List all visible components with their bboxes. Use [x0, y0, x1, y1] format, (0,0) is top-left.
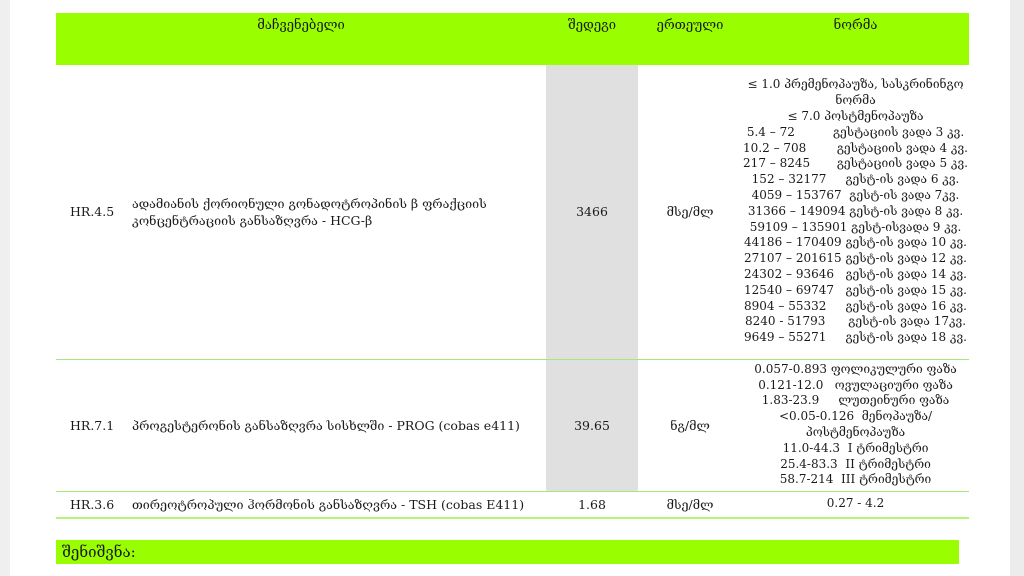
row-name: ადამიანის ქორიონული გონადოტროპინის β ფრაქციის კონცენტრაციის განსაზღვრა - HCG-β	[128, 65, 546, 359]
norm-line: 4059 – 153767 გესტ-ის ვადა 7კვ.	[751, 188, 960, 203]
norm-line: 27107 – 201615 გესტ-ის ვადა 12 კვ.	[744, 251, 967, 266]
norm-line: ≤ 7.0 პოსტმენოპაუზა	[787, 109, 924, 124]
table-header-row	[56, 13, 969, 37]
norm-line: 8904 – 55332 გესტ-ის ვადა 16 კვ.	[744, 298, 967, 313]
row-code: HR.7.1	[56, 359, 128, 491]
header-norm: ნორმა	[742, 13, 969, 37]
norm-line: 0.057-0.893 ფოლიკულური ფაზა	[754, 361, 957, 376]
row-name: პროგესტერონის განსაზღვრა სისხლში - PROG (cobas e411)	[128, 359, 546, 491]
header-unit: ერთეული	[638, 13, 742, 37]
norm-line: 10.2 – 708 გესტაციის ვადა 4 კვ.	[743, 140, 968, 155]
row-norm	[742, 65, 969, 359]
row-result: 1.68	[546, 491, 638, 517]
header-result: შედეგი	[546, 13, 638, 37]
table-row-progesterone	[56, 359, 969, 491]
row-code: HR.4.5	[56, 65, 128, 359]
norm-line: 25.4-83.3 II ტრიმესტრი	[780, 456, 931, 471]
norm-line: ნორმა	[835, 93, 876, 108]
table-row-tsh	[56, 491, 969, 517]
note-section	[56, 540, 959, 564]
norm-line: 12540 – 69747 გესტ-ის ვადა 15 კვ.	[744, 282, 967, 297]
right-page-edge	[1010, 0, 1024, 576]
norm-line: პოსტმენოპაუზა	[805, 425, 906, 439]
norm-line: 217 – 8245 გესტაციის ვადა 5 კვ.	[743, 156, 968, 171]
norm-line: 9649 – 55271 გესტ-ის ვადა 18 კვ.	[744, 330, 967, 345]
norm-line: 11.0-44.3 I ტრიმესტრი	[782, 440, 929, 455]
norm-line: ≤ 1.0 პრემენოპაუზა, სასკრინინგო	[747, 77, 964, 92]
norm-line: 44186 – 170409 გესტ-ის ვადა 10 კვ.	[744, 235, 967, 250]
header-spacer	[56, 37, 969, 65]
norm-line: 5.4 – 72 გესტაციის ვადა 3 კვ.	[746, 124, 965, 139]
row-name: თირეოტროპული ჰორმონის განსაზღვრა - TSH (cobas E411)	[132, 496, 525, 512]
row-result: 39.65	[546, 359, 638, 491]
norm-line: 31366 – 149094 გესტ-ის ვადა 8 კვ.	[747, 203, 964, 218]
row-unit: მსე/მლ	[666, 496, 714, 512]
row-unit: მსე/მლ	[638, 65, 742, 359]
table-bottom-divider	[56, 517, 969, 519]
header-indicator: მაჩვენებელი	[56, 13, 546, 37]
norm-line: 24302 – 93646 გესტ-ის ვადა 14 კვ.	[744, 267, 967, 282]
left-page-edge	[0, 0, 10, 576]
norm-line: 152 – 32177 გესტ-ის ვადა 6 კვ.	[751, 172, 960, 187]
norm-line: 59109 – 135901 გესტ-ისვადა 9 კვ.	[749, 219, 962, 234]
norm-line: 0.27 - 4.2	[826, 496, 885, 511]
row-norm	[742, 491, 969, 517]
norm-line: 1.83-23.9 ლუთეინური ფაზა	[761, 393, 950, 408]
row-code: HR.3.6	[70, 496, 115, 512]
table-row-hcg	[56, 65, 969, 359]
row-result: 3466	[546, 65, 638, 359]
note-label: შენიშვნა:	[62, 543, 136, 561]
norm-line: 58.7-214 III ტრიმესტრი	[779, 472, 932, 487]
row-norm	[742, 359, 969, 491]
row-unit: ნგ/მლ	[638, 359, 742, 491]
results-table	[56, 13, 969, 517]
norm-line: 0.121-12.0 ოვულაციური ფაზა	[758, 377, 953, 392]
norm-line: <0.05-0.126 მენოპაუზა/	[778, 409, 933, 424]
norm-line: 8240 - 51793 გესტ-ის ვადა 17კვ.	[745, 314, 967, 329]
